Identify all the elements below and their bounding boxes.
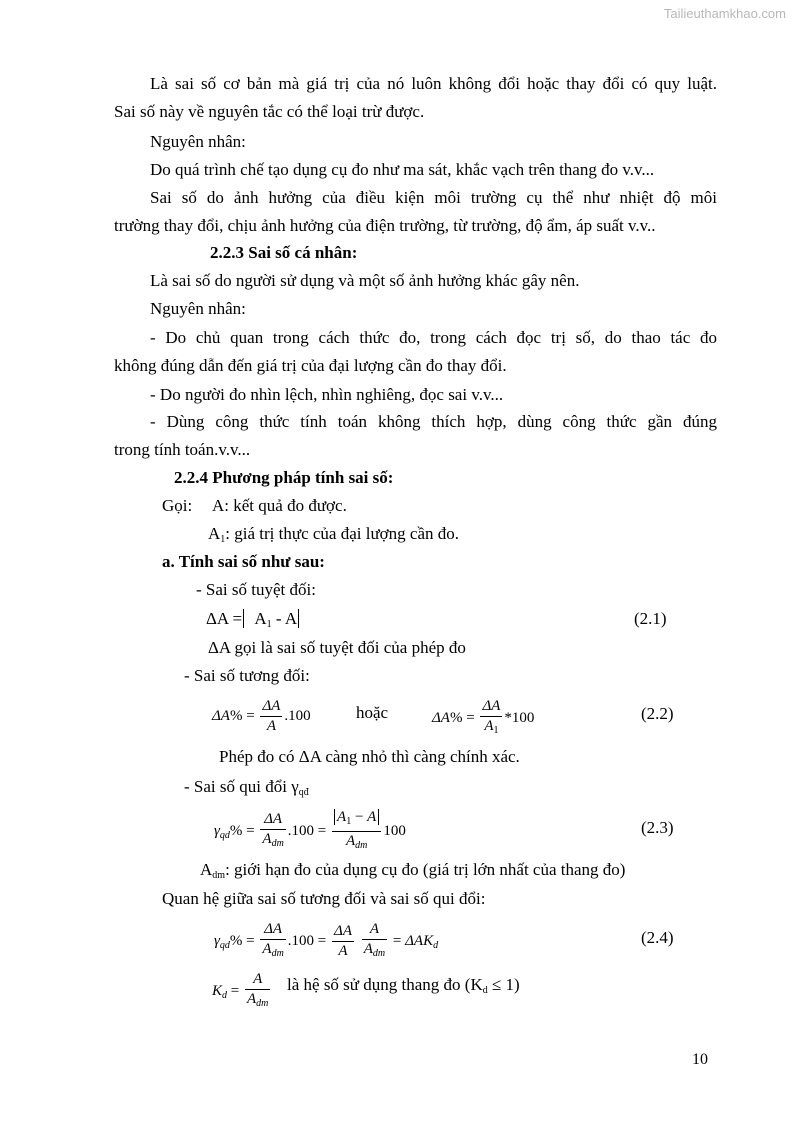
paragraph-line: Nguyên nhân: <box>150 132 246 151</box>
paragraph-line: Sai số này về nguyên tắc có thể loại trừ được. <box>114 102 425 121</box>
paragraph-line: không đúng dẫn đến giá trị của đại lượng cần đo thay đổi. <box>114 356 507 375</box>
paragraph-line: Là sai số cơ bản mà giá trị của nó luôn không đổi hoặc thay đổi có quy luật. <box>150 74 717 93</box>
paragraph-line: $A_{dm}$: giới hạn đo của dụng cụ đo (giá trị lớn nhất của thang đo) <box>200 860 626 881</box>
paragraph-line: ΔA gọi là sai số tuyệt đối của phép đo <box>208 638 466 657</box>
hoac-word: hoặc <box>356 703 389 722</box>
watermark: Tailieuthamkhao.com <box>663 6 786 21</box>
paragraph-line: trường thay đổi, chịu ảnh hưởng của điện trường, từ trường, độ ẩm, áp suất v.v.. <box>114 216 656 235</box>
paragraph-line: A: kết quả đo được. <box>212 496 347 515</box>
equation-kd: $K_d$ = $\frac{A}{A_{dm}}$ <box>212 971 269 1009</box>
paragraph-line: Quan hệ giữa sai số tương đối và sai số qui đổi: <box>162 889 486 908</box>
equation-number: (2.4) <box>641 928 674 947</box>
paragraph-line: trong tính toán.v.v... <box>114 440 251 459</box>
paragraph-line: $A_1$: giá trị thực của đại lượng cần đo. <box>208 524 459 545</box>
goi-label: Gọi: <box>162 496 193 515</box>
equation-number: (2.1) <box>634 609 667 628</box>
bullet-line: - Dùng công thức tính toán không thích hợp, dùng công thức gần đúng <box>150 412 717 431</box>
bullet-line: - Do chủ quan trong cách thức đo, trong cách đọc trị số, do thao tác đo <box>150 328 717 347</box>
section-heading: 2.2.3 Sai số cá nhân: <box>210 243 358 262</box>
equation-2-2-left: ΔA% = $\frac{\Delta A}{A}$ .100 <box>212 698 311 734</box>
page-number: 10 <box>692 1051 708 1068</box>
equation-2-4: $\gamma_{qd}\%$ = $\frac{\Delta A}{A_{dm}}$ .100 = $\frac{\Delta A}{A}$ $\frac{A}{A_{dm}}$ = $\Delta AK_d$ <box>214 921 439 959</box>
section-heading: 2.2.4 Phương pháp tính sai số: <box>174 468 394 487</box>
equation-2-1: $\Delta A = A_1 - A$ <box>206 609 298 630</box>
paragraph-line: Là sai số do người sử dụng và một số ảnh hưởng khác gây nên. <box>150 271 580 290</box>
paragraph-line: Phép đo có ΔA càng nhỏ thì càng chính xác. <box>219 747 520 766</box>
paragraph-line: Do quá trình chế tạo dụng cụ đo như ma sát, khắc vạch trên thang đo v.v... <box>150 160 655 179</box>
bullet-line: - Do người đo nhìn lệch, nhìn nghiêng, đọc sai v.v... <box>150 385 504 404</box>
equation-2-2-right: ΔA% = $\frac{\Delta A}{A_1}$ *100 <box>432 698 535 736</box>
equation-2-3: $\gamma_{qd}\%$ = $\frac{\Delta A}{A_{dm}}$ .100 = $\frac{A_1 - A}{A_{dm}}$ 100 <box>214 809 406 851</box>
paragraph-line: - Sai số tương đối: <box>184 666 310 685</box>
subsection-heading: a. Tính sai số như sau: <box>162 552 325 571</box>
paragraph-line: - Sai số tuyệt đối: <box>196 580 316 599</box>
paragraph-line: Sai số do ảnh hưởng của điều kiện môi trường cụ thể như nhiệt độ môi <box>150 188 717 207</box>
equation-number: (2.2) <box>641 704 674 723</box>
paragraph-line: là hệ số sử dụng thang đo $(K_d \le 1)$ <box>287 975 520 996</box>
equation-number: (2.3) <box>641 818 674 837</box>
paragraph-line: - Sai số qui đổi $\gamma_{qđ}$ <box>184 777 309 798</box>
paragraph-line: Nguyên nhân: <box>150 299 246 318</box>
